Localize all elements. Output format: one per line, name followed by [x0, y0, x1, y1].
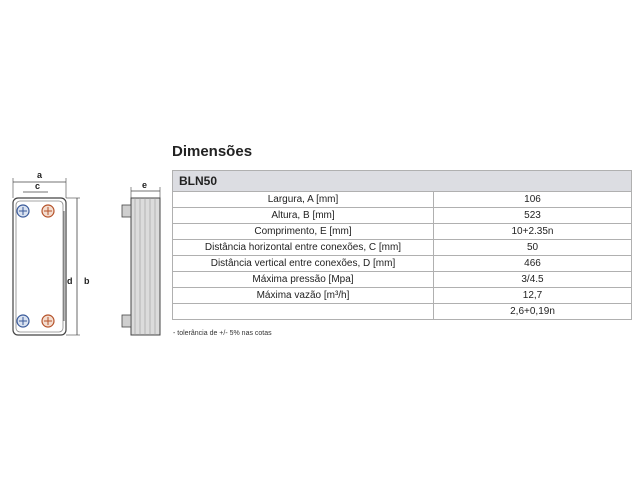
model-name: BLN50	[173, 171, 632, 192]
table-row	[173, 256, 632, 272]
row-value: 3/4.5	[434, 272, 632, 288]
dimensions-table	[172, 170, 632, 320]
table-header-row	[173, 171, 632, 192]
dim-d-label: d	[67, 276, 73, 286]
dim-a-label: a	[37, 170, 43, 180]
row-value: 50	[434, 240, 632, 256]
row-label: Distância horizontal entre conexões, C [mm]	[173, 240, 434, 256]
dim-b-label: b	[84, 276, 90, 286]
row-value: 12,7	[434, 288, 632, 304]
row-value: 466	[434, 256, 632, 272]
tolerance-footnote: - tolerância de +/- 5% nas cotas	[173, 330, 272, 337]
table-row	[173, 224, 632, 240]
row-value: 2,6+0,19n	[434, 304, 632, 320]
row-value: 10+2.35n	[434, 224, 632, 240]
row-label: Máxima vazão [m³/h]	[173, 288, 434, 304]
row-label: Largura, A [mm]	[173, 192, 434, 208]
table-row	[173, 208, 632, 224]
row-value: 523	[434, 208, 632, 224]
side-connection-bottom	[122, 315, 131, 327]
table-row	[173, 272, 632, 288]
dim-c-label: c	[35, 181, 41, 191]
heat-exchanger-drawing	[0, 0, 170, 360]
table-row	[173, 304, 632, 320]
page-title: Dimensões	[172, 143, 253, 160]
row-label: Distância vertical entre conexões, D [mm]	[173, 256, 434, 272]
dim-e-label: e	[142, 180, 148, 190]
row-value: 106	[434, 192, 632, 208]
side-connection-top	[122, 205, 131, 217]
table-row	[173, 240, 632, 256]
table-row	[173, 288, 632, 304]
table-row	[173, 192, 632, 208]
row-label	[173, 304, 434, 320]
side-plate-stack	[131, 198, 160, 335]
row-label: Altura, B [mm]	[173, 208, 434, 224]
front-plate-outline	[13, 198, 66, 335]
row-label: Comprimento, E [mm]	[173, 224, 434, 240]
row-label: Máxima pressão [Mpa]	[173, 272, 434, 288]
